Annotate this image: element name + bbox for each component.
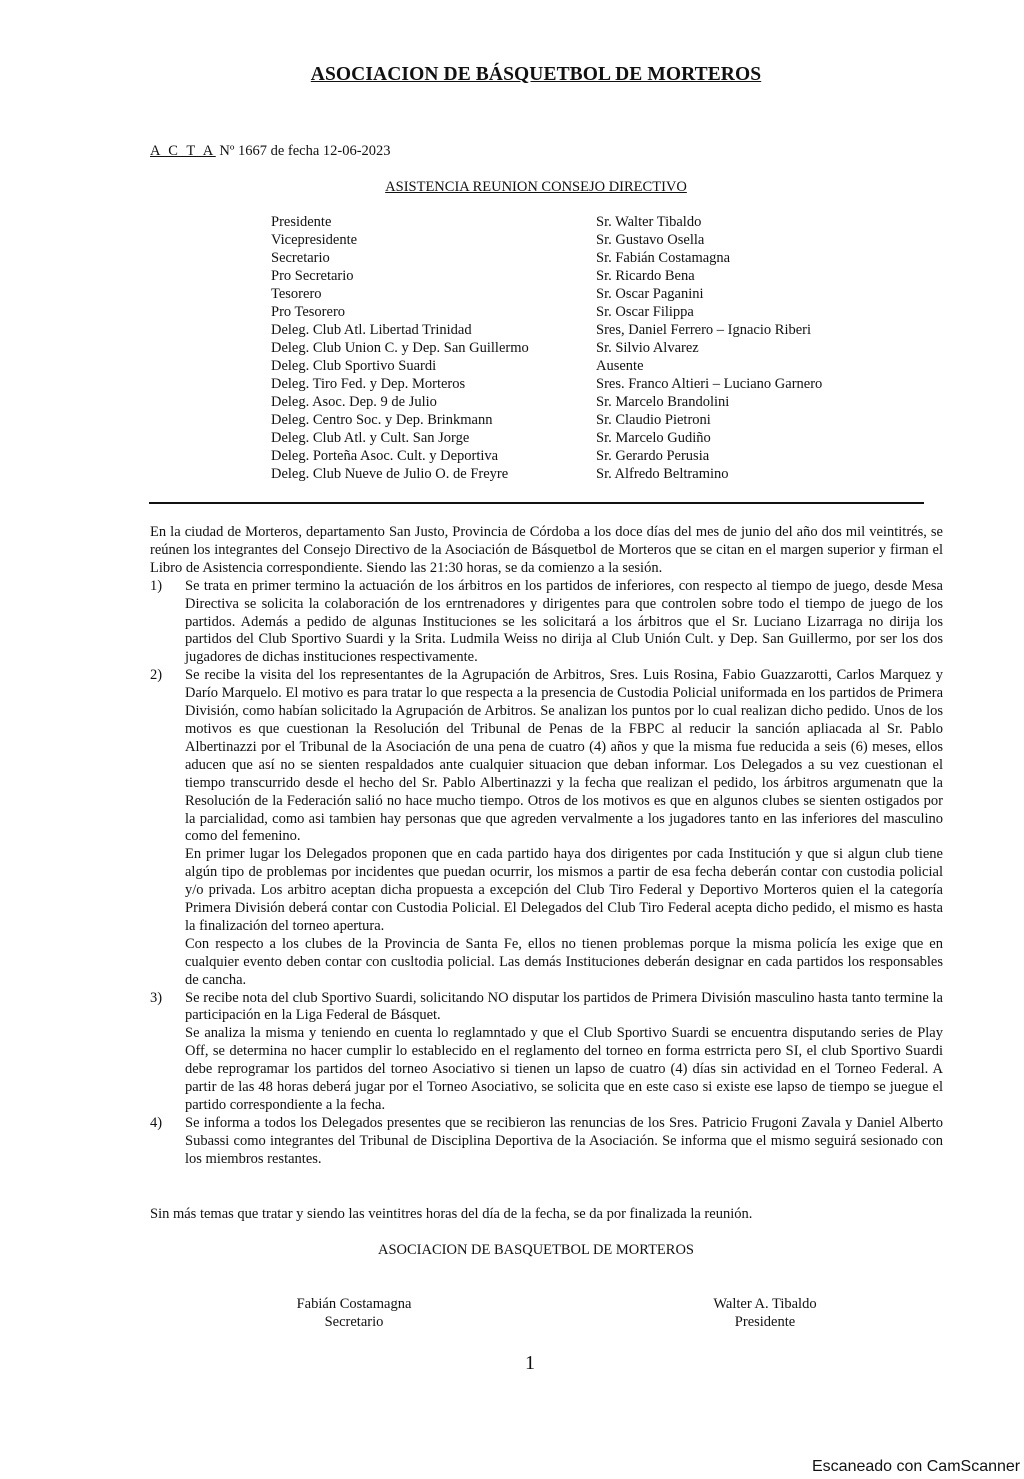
separator-line xyxy=(149,502,924,504)
attendee-name: Sr. Gustavo Osella xyxy=(596,232,705,248)
item-paragraph: Con respecto a los clubes de la Provincia de Santa Fe, ellos no tienen problemas porque la misma policía les exige que en cualquier evento deben contar con cusltodia policial. Las demás Instituciones deberán designar en cada partidos los responsables de cancha. xyxy=(185,935,943,988)
attendee-row xyxy=(271,231,822,249)
attendee-row xyxy=(271,267,822,285)
attendee-role: Deleg. Club Atl. y Cult. San Jorge xyxy=(271,430,470,446)
item-paragraph: Se analiza la misma y teniendo en cuenta lo reglamntado y que el Club Sportivo Suardi se encuentra disputando series de Play Off, se determina no hacer cumplir lo establecido en el reglamento del torneo en forma estrricta pero SI, el club Sportivo Suardi debe reprogramar los partidos del torneo Asociativo si tienen un lapso de cuatro (4) días sin actividad en el Torneo Federal. A partir de las 48 horas deberá jugar por el Torneo Asociativo, se solicita que en este caso si existe ese lapso de tiempo se juegue el partido correspondiente a la fecha. xyxy=(185,1025,943,1113)
attendee-role: Tesorero xyxy=(271,286,322,302)
agenda-item xyxy=(150,1115,943,1169)
attendee-name: Sr. Oscar Filippa xyxy=(596,304,694,320)
attendee-name: Sr. Claudio Pietroni xyxy=(596,412,711,428)
attendee-role: Deleg. Asoc. Dep. 9 de Julio xyxy=(271,394,437,410)
item-number: 4) xyxy=(150,1114,163,1131)
minutes-body xyxy=(150,524,943,1169)
item-paragraph: Se trata en primer termino la actuación de los árbitros en los partidos de inferiores, con respecto al tiempo de juego, desde Mesa Directiva se solicita la colaboración de los erntrenadores y dirigentes para que controlen sobre todo el tiempo de juego de los partidos. Además a pedido de algunas Instituciones se les solicitará a los árbitros que el Sr. Luciano Lizarraga no dirija los partidos del Club Sportivo Suardi y la Srita. Ludmila Weiss no dirija al Club Unión Cult. y Dep. San Guillermo, por ser los dos jugadores de dichas instituciones respectivamente. xyxy=(185,577,943,666)
attendee-name: Sr. Alfredo Beltramino xyxy=(596,466,729,482)
attendee-name: Sr. Walter Tibaldo xyxy=(596,214,702,230)
intro-paragraph: En la ciudad de Morteros, departamento San Justo, Provincia de Córdoba a los doce días del mes de junio del año dos mil veintitrés, se reúnen los integrantes del Consejo Directivo de la Asociación de Básquetbol de Morteros que se citan en el margen superior y firman el Libro de Asistencia correspondiente. Siendo las 21:30 horas, se da comienzo a la sesión. xyxy=(150,524,943,576)
attendee-row xyxy=(271,285,822,303)
agenda-item xyxy=(150,990,943,1115)
item-text xyxy=(185,990,943,1115)
attendee-name: Sres. Franco Altieri – Luciano Garnero xyxy=(596,376,823,392)
attendee-name: Sr. Ricardo Bena xyxy=(596,268,695,284)
attendee-name: Sr. Fabián Costamagna xyxy=(596,250,731,266)
item-paragraph: Se recibe nota del club Sportivo Suardi, solicitando NO disputar los partidos de Primera División masculino hasta tanto termine la participación en la Liga Federal de Básquet. xyxy=(185,989,943,1024)
attendee-name: Sr. Marcelo Brandolini xyxy=(596,394,730,410)
signature-name: Walter A. Tibaldo xyxy=(713,1296,817,1312)
acta-number-date: Nº 1667 de fecha 12-06-2023 xyxy=(219,143,391,159)
item-paragraph: Se recibe la visita del los representantes de la Agrupación de Arbitros, Sres. Luis Rosina, Fabio Guazzarotti, Carlos Marquez y Darío Marquelo. El motivo es para tratar lo que respecta a la presencia de Custodia Policial uniformada en los partidos de Primera División, como habían solicitado la Agrupación de Arbitros. Se analizan los puntos por lo cual realizan dicho pedido. Unos de los motivos es que cuestionan la Resolución del Tribunal de Penas de la FBPC al reducir la sanción apliacada al Sr. Pablo Albertinazzi por el Tribunal de la Asociación de una pena de cuatro (4) años y que la misma fue reducida a seis (6) meses, ellos aducen que así no se sienten respaldados ante cualquier situacion que deban informar. Los Delegados a su vez cuestionan el tiempo transcurrido desde el hecho del Sr. Pablo Albertinazzi y la fecha que realizan el pedido, los árbitros argumenatn que la Resolución de la Federación salió no hace mucho tiempo. Otros de los motivos es que en algunos clubes se sienten ostigados por la parcialidad, como asi tambien hay personas que que agreden vervalmente a los jugadores tanto en las inferiores del masculino como del femenino. xyxy=(185,667,943,845)
attendance-title: ASISTENCIA REUNION CONSEJO DIRECTIVO xyxy=(385,179,687,195)
attendee-role: Deleg. Centro Soc. y Dep. Brinkmann xyxy=(271,412,493,428)
attendee-row xyxy=(271,213,822,231)
attendee-name: Sr. Silvio Alvarez xyxy=(596,340,699,356)
attendee-name: Sr. Marcelo Gudiño xyxy=(596,430,711,446)
attendee-role: Deleg. Club Nueve de Julio O. de Freyre xyxy=(271,466,509,482)
attendee-row xyxy=(271,357,822,375)
document-title: ASOCIACION DE BÁSQUETBOL DE MORTEROS xyxy=(310,64,762,85)
item-number: 2) xyxy=(150,667,163,684)
signature-president xyxy=(690,1296,840,1332)
acta-word: A C T A xyxy=(150,143,216,159)
signature-title: Secretario xyxy=(324,1313,384,1330)
signature-title: Presidente xyxy=(734,1313,796,1330)
attendee-role: Deleg. Porteña Asoc. Cult. y Deportiva xyxy=(271,448,499,464)
attendee-row xyxy=(271,411,822,429)
attendee-role: Pro Tesorero xyxy=(271,304,346,320)
attendee-row xyxy=(271,393,822,411)
item-text xyxy=(185,667,943,989)
attendee-row xyxy=(271,249,822,267)
item-paragraph: Se informa a todos los Delegados presentes que se recibieron las renuncias de los Sres. Patricio Frugoni Zavala y Daniel Alberto Subassi como integrantes del Tribunal de Disciplina Deportiva de la Asociación. Se informa que el mismo seguirá sesionado con los miembros restantes. xyxy=(185,1114,943,1167)
attendee-row xyxy=(271,447,822,465)
attendee-row xyxy=(271,303,822,321)
page-number: 1 xyxy=(525,1352,535,1374)
attendee-role: Vicepresidente xyxy=(271,232,358,248)
signature-organization: ASOCIACION DE BASQUETBOL DE MORTEROS xyxy=(378,1242,694,1258)
attendance-list xyxy=(271,213,822,483)
attendee-row xyxy=(271,321,822,339)
item-text xyxy=(185,578,943,668)
attendee-role: Secretario xyxy=(271,250,330,266)
attendee-role: Presidente xyxy=(271,214,332,230)
closing-statement: Sin más temas que tratar y siendo las veintitres horas del día de la fecha, se da por finalizada la reunión. xyxy=(150,1206,753,1222)
agenda-items xyxy=(150,578,943,1169)
item-text xyxy=(185,1115,943,1169)
attendee-name: Sres, Daniel Ferrero – Ignacio Riberi xyxy=(596,322,812,338)
attendee-row xyxy=(271,375,822,393)
item-number: 3) xyxy=(150,989,163,1006)
attendee-role: Deleg. Club Sportivo Suardi xyxy=(271,358,437,374)
agenda-item xyxy=(150,667,943,989)
attendee-role: Deleg. Tiro Fed. y Dep. Morteros xyxy=(271,376,466,392)
item-number: 1) xyxy=(150,577,163,594)
attendee-role: Deleg. Club Atl. Libertad Trinidad xyxy=(271,322,472,338)
agenda-item xyxy=(150,578,943,668)
attendee-row xyxy=(271,465,822,483)
item-paragraph: En primer lugar los Delegados proponen que en cada partido haya dos dirigentes por cada Institución y que si algun club tiene algún tipo de problemas por incidentes que puedan ocurrir, los mismos a partir de esa fecha deberán contar con custodia policial y/o privada. Los arbitro aceptan dicha propuesta a excepción del Club Tiro Federal y Deportivo Morteros quien el la categoría Primera División deberá contar con Custodia Policial. El Delegados del Club Tiro Federal acepta dicho pedido, el mismo es hasta la finalización del torneo apertura. xyxy=(185,846,943,934)
attendee-name: Sr. Gerardo Perusia xyxy=(596,448,710,464)
attendee-name: Sr. Oscar Paganini xyxy=(596,286,704,302)
attendee-name: Ausente xyxy=(596,358,644,374)
signature-secretary xyxy=(274,1296,434,1332)
scanner-watermark: Escaneado con CamScanner xyxy=(812,1458,1021,1475)
attendee-role: Deleg. Club Union C. y Dep. San Guillermo xyxy=(271,340,529,356)
acta-header xyxy=(150,143,391,160)
signature-name: Fabián Costamagna xyxy=(296,1296,412,1312)
attendee-row xyxy=(271,339,822,357)
attendee-role: Pro Secretario xyxy=(271,268,354,284)
attendee-row xyxy=(271,429,822,447)
